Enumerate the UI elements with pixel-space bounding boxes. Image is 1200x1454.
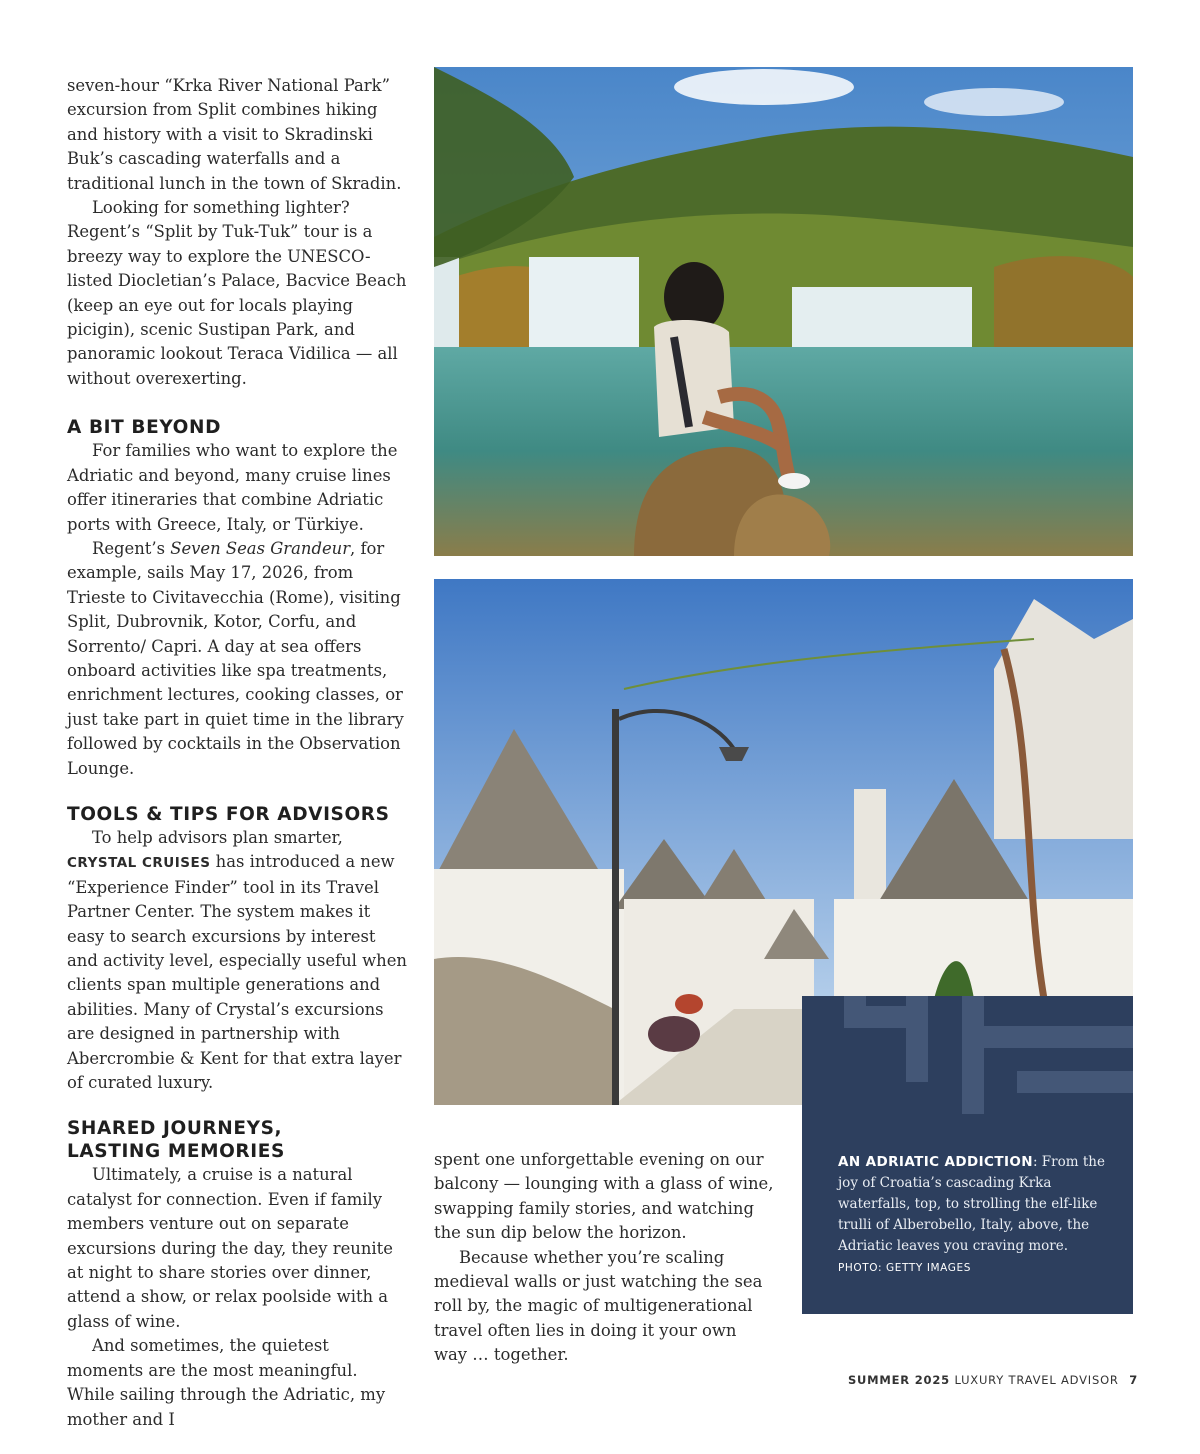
middle-text-column	[434, 1148, 774, 1368]
page-folio	[848, 1373, 1138, 1387]
section-heading-a-bit-beyond: A BIT BEYOND	[67, 417, 222, 439]
ship-name: Seven Seas Grandeur	[170, 538, 351, 558]
page-number: 7	[1129, 1373, 1138, 1387]
caption-body: : From the joy of Croatia’s cascading Krka waterfalls, top, to strolling the elf-like trulli of Alberobello, Italy, above, the Adriatic leaves you craving more.	[838, 1154, 1105, 1254]
folio-publication: LUXURY TRAVEL ADVISOR	[954, 1373, 1119, 1387]
body-paragraph: Looking for something lighter? Regent’s “Split by Tuk-Tuk” tour is a breezy way to explore the UNESCO-listed Diocletian’s Palace, Bacvice Beach (keep an eye out for locals playing picigin), scenic Sustipan Park, and panoramic lookout Teraca Vidilica — all without overexerting.	[67, 198, 407, 388]
body-paragraph: And sometimes, the quietest moments are the most meaningful. While sailing through the Adriatic, my mother and I	[67, 1336, 386, 1429]
photo-caption	[838, 1152, 1108, 1279]
waterfall-illustration	[434, 67, 1133, 556]
body-paragraph: Because whether you’re scaling medieval walls or just watching the sea roll by, the magic of multigenerational travel often lies in doing it your own way … together.	[434, 1247, 763, 1365]
body-paragraph: spent one unforgettable evening on our balcony — lounging with a glass of wine, swapping family stories, and watching the sun dip below the horizon.	[434, 1150, 774, 1243]
left-text-column	[67, 74, 407, 1432]
body-paragraph: For families who want to explore the Adriatic and beyond, many cruise lines offer itineraries that combine Adriatic ports with Greece, Italy, or Türkiye.	[67, 441, 398, 534]
body-paragraph: Ultimately, a cruise is a natural catalyst for connection. Even if family members venture out on separate excursions during the day, they reunite at night to share stories over dinner, attend a show, or relax poolside with a glass of wine.	[67, 1165, 393, 1331]
caption-headline: AN ADRIATIC ADDICTION	[838, 1154, 1033, 1170]
folio-season: SUMMER 2025	[847, 1373, 950, 1387]
heading-line: SHARED JOURNEYS,	[67, 1118, 283, 1140]
text-run: , for example, sails May 17, 2026, from Trieste to Civitavecchia (Rome), visiting Split, Dubrovnik, Kotor, Corfu, and Sorrento/ Capri. A day at sea offers onboard activities like spa treatments, enrichment lectures, cooking classes, or just take part in quiet time in the library followed by cocktails in the Observation Lounge.	[67, 538, 404, 778]
section-heading-shared-journeys	[67, 1117, 407, 1163]
section-heading-tools-tips: TOOLS & TIPS FOR ADVISORS	[67, 803, 390, 825]
text-run: has introduced a new “Experience Finder” tool in its Travel Partner Center. The system makes it easy to search excursions by interest and activity level, especially useful when clients span multiple generations and abilities. Many of Crystal’s excursions are designed in partnership with Abercrombie & Kent for that extra layer of curated luxury.	[67, 852, 407, 1093]
text-run: Regent’s	[92, 538, 171, 558]
body-paragraph: seven-hour “Krka River National Park” excursion from Split combines hiking and history with a visit to Skradinski Buk’s cascading waterfalls and a traditional lunch in the town of Skradin.	[67, 76, 402, 193]
brand-name: CRYSTAL CRUISES	[67, 855, 211, 872]
text-run: To help advisors plan smarter,	[92, 827, 343, 847]
heading-line: LASTING MEMORIES	[67, 1141, 285, 1163]
body-paragraph	[67, 537, 407, 781]
krka-waterfalls-photo	[434, 67, 1133, 556]
photo-credit: PHOTO: GETTY IMAGES	[838, 1262, 972, 1274]
body-paragraph	[67, 826, 407, 1095]
photo-caption-box	[802, 996, 1133, 1314]
